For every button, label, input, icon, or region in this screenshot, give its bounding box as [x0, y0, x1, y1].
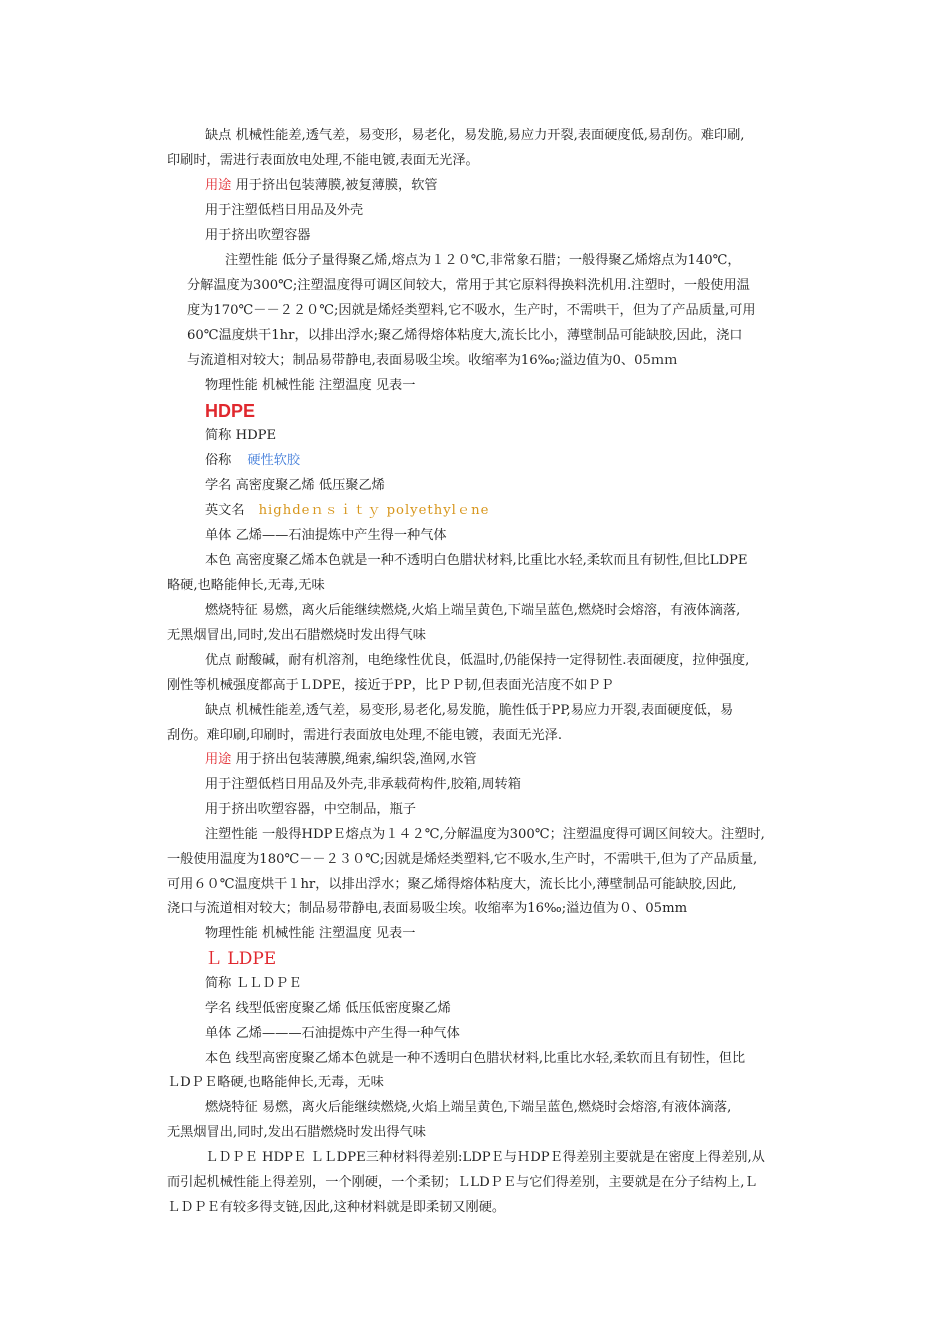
lldpe-abbreviation: 简称 ＬＬＤＰＥ	[205, 976, 302, 991]
hdpe-burning-line-1: 燃烧特征 易燃，离火后能继续燃烧,火焰上端呈黄色,下端呈蓝色,燃烧时会熔溶，有液体滴落,	[205, 603, 741, 618]
ldpe-properties-reference: 物理性能 机械性能 注塑温度 见表一	[205, 378, 416, 393]
hdpe-monomer: 单体 乙烯——石油提炼中产生得一种气体	[205, 528, 447, 543]
ldpe-use-line-3: 用于挤出吹塑容器	[205, 228, 311, 243]
hdpe-english-name-value: highdeｎｓｉｔｙ polyethylｅne	[258, 503, 490, 518]
lldpe-burning-line-2: 无黑烟冒出,同时,发出石腊燃烧时发出得气味	[167, 1125, 426, 1140]
hdpe-use-label: 用途	[205, 752, 232, 767]
hdpe-color-line-2: 略硬,也略能伸长,无毒,无味	[167, 578, 325, 593]
ldpe-defects-line-1: 缺点 机械性能差,透气差，易变形，易老化，易发脆,易应力开裂,表面硬度低,易刮伤。难印刷,	[205, 128, 745, 143]
hdpe-molding-line-2: 一般使用温度为180℃－－２３０℃;因就是烯烃类塑料,它不吸水,生产时，不需哄干,但为了产品质量,	[167, 852, 758, 867]
hdpe-properties-reference: 物理性能 机械性能 注塑温度 见表一	[205, 926, 416, 941]
lldpe-scientific-name: 学名 线型低密度聚乙烯 低压低密度聚乙烯	[205, 1001, 451, 1016]
hdpe-use-line-3: 用于挤出吹塑容器，中空制品，瓶子	[205, 802, 416, 817]
lldpe-monomer: 单体 乙烯———石油提炼中产生得一种气体	[205, 1026, 460, 1041]
hdpe-common-name-label: 俗称	[205, 453, 232, 468]
hdpe-use-line-2: 用于注塑低档日用品及外壳,非承载荷构件,胶箱,周转箱	[205, 777, 521, 792]
hdpe-molding-line-4: 浇口与流道相对较大；制品易带静电,表面易吸尘埃。收缩率为16‰;溢边值为０、05mm	[167, 901, 688, 916]
hdpe-scientific-name: 学名 高密度聚乙烯 低压聚乙烯	[205, 478, 385, 493]
hdpe-burning-line-2: 无黑烟冒出,同时,发出石腊燃烧时发出得气味	[167, 628, 426, 643]
lldpe-difference-line-2: 而引起机械性能上得差别，一个刚硬，一个柔韧；ＬLDＰＥ与它们得差别，主要就是在分子结构上,Ｌ	[167, 1175, 758, 1190]
lldpe-difference-line-3: ＬＤＰＥ有较多得支链,因此,这种材料就是即柔韧又刚硬。	[167, 1200, 506, 1215]
ldpe-defects-line-2: 印刷时，需进行表面放电处理,不能电镀,表面无光泽。	[167, 153, 479, 168]
ldpe-molding-line-1: 注塑性能 低分子量得聚乙烯,熔点为１２０℃,非常象石腊；一般得聚乙烯熔点为140℃，	[225, 253, 741, 268]
hdpe-heading: HDPE	[205, 401, 256, 421]
hdpe-defects-line-1: 缺点 机械性能差,透气差，易变形,易老化,易发脆，脆性低于PP,易应力开裂,表面硬度低，易	[205, 703, 734, 718]
lldpe-burning-line-1: 燃烧特征 易燃，离火后能继续燃烧,火焰上端呈黄色,下端呈蓝色,燃烧时会熔溶,有液体滴落,	[205, 1100, 732, 1115]
ldpe-use-label: 用途	[205, 178, 232, 193]
hdpe-molding-line-3: 可用６０℃温度烘干１hr，以排出浮水；聚乙烯得熔体粘度大，流长比小,薄壁制品可能缺胶,因此,	[167, 877, 737, 892]
ldpe-use-line-1	[205, 177, 438, 195]
hdpe-use-text: 用于挤出包装薄膜,绳索,编织袋,渔网,水管	[231, 752, 477, 767]
ldpe-use-line-2: 用于注塑低档日用品及外壳	[205, 203, 364, 218]
hdpe-advantages-line-1: 优点 耐酸碱，耐有机溶剂，电绝缘性优良，低温时,仍能保持一定得韧性.表面硬度，拉伸强度,	[205, 653, 750, 668]
ldpe-molding-line-4: 60℃温度烘干1hr，以排出浮水;聚乙烯得熔体粘度大,流长比小，薄壁制品可能缺胶,因此，浇口	[187, 328, 743, 343]
hdpe-defects-line-2: 刮伤。难印刷,印刷时，需进行表面放电处理,不能电镀，表面无光泽.	[167, 728, 563, 743]
lldpe-heading: Ｌ LDPE	[205, 949, 277, 969]
hdpe-common-name-line	[205, 452, 300, 470]
ldpe-molding-line-5: 与流道相对较大；制品易带静电,表面易吸尘埃。收缩率为16‰;溢边值为0、05ｍｍ	[187, 353, 678, 368]
hdpe-molding-line-1: 注塑性能 一般得HDPＥ熔点为１４２℃,分解温度为300℃；注塑温度得可调区间较大。注塑时,	[205, 827, 765, 842]
lldpe-difference-line-1: ＬＤＰＥ HDPＥ ＬＬDPE三种材料得差别:LDPＥ与ＨDPＥ得差别主要就是在密度上得差别,从	[205, 1150, 765, 1165]
ldpe-molding-line-3: 度为170℃－－２２０℃;因就是烯烃类塑料,它不吸水，生产时，不需哄干，但为了产品质量,可用	[187, 303, 756, 318]
ldpe-use-text: 用于挤出包装薄膜,被复薄膜，软管	[231, 178, 438, 193]
hdpe-english-name-line	[205, 502, 489, 520]
hdpe-abbreviation: 简称 HDPE	[205, 428, 277, 443]
hdpe-use-line-1	[205, 751, 477, 769]
lldpe-color-line-1: 本色 线型高密度聚乙烯本色就是一种不透明白色腊状材料,比重比水轻,柔软而且有韧性，但比	[205, 1051, 746, 1066]
hdpe-advantages-line-2: 刚性等机械强度都高于ＬDPE，接近于PP，比ＰＰ韧,但表面光洁度不如ＰＰ	[167, 678, 614, 693]
hdpe-english-name-label: 英文名	[205, 503, 245, 518]
ldpe-molding-line-2: 分解温度为300℃;注塑温度得可调区间较大，常用于其它原料得换料洗机用.注塑时，一般使用温	[187, 278, 750, 293]
hdpe-common-name-value: 硬性软胶	[247, 453, 301, 468]
hdpe-color-line-1: 本色 高密度聚乙烯本色就是一种不透明白色腊状材料,比重比水轻,柔软而且有韧性,但比LDPE	[205, 553, 748, 568]
lldpe-color-line-2: ＬDＰＥ略硬,也略能伸长,无毒，无味	[167, 1075, 384, 1090]
